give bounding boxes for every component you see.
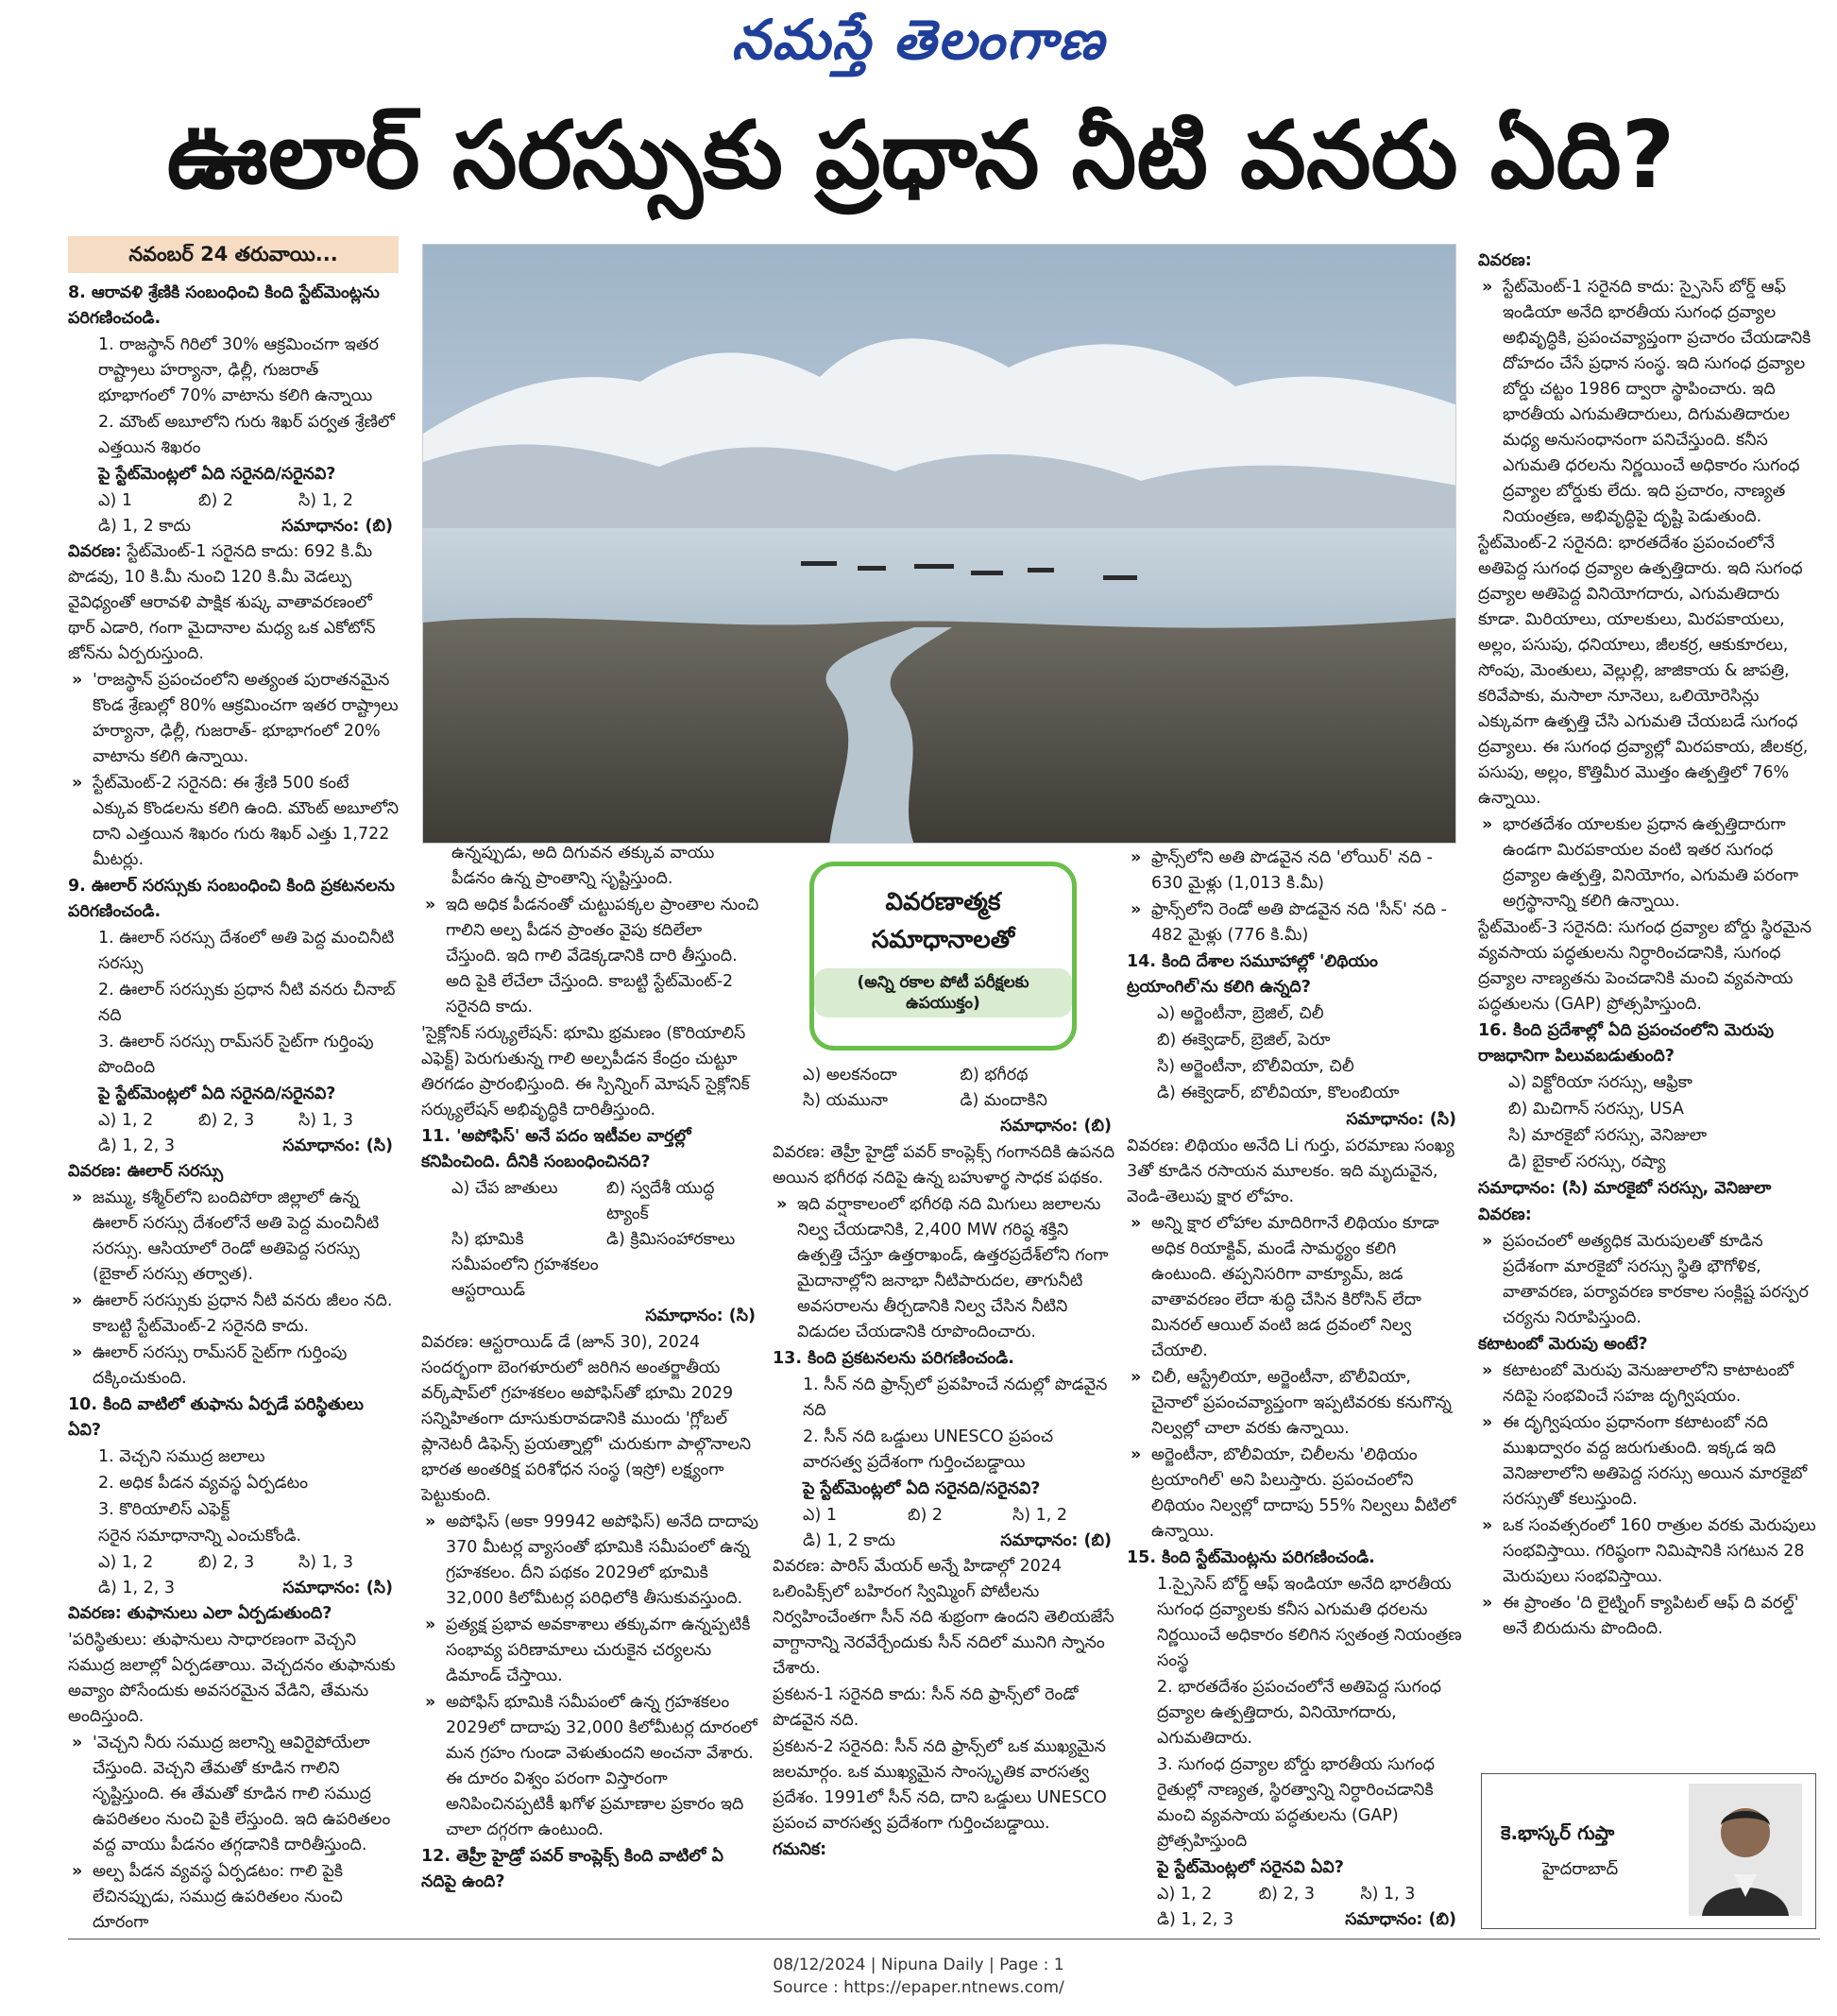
question-ask: పై స్టేట్‌మెంట్లలో ఏది సరైనది/సరైనవి? xyxy=(98,465,336,484)
bullet: » ఒక సంవత్సరంలో 160 రాత్రుల వరకు మెరుపులు సంభవిస్తాయి. గరిష్ఠంగా నిమిషానికి సగటున 28 మెరుపులు సంభవిస్తాయి. xyxy=(1478,1513,1818,1590)
bullet: » ఫ్రాన్స్‌లోని రెండో అతి పొడవైన నది 'సీన్' నది - 482 మైళ్లు (776 కి.మీ) xyxy=(1127,897,1462,948)
author-name: కె.భాస్కర్ గుప్తా xyxy=(1501,1821,1615,1844)
callout-line-1: వివరణాత్మక xyxy=(885,888,1001,916)
bullet: » ప్రత్యక్ష ప్రభావ అవకాశాలు తక్కువగా ఉన్నప్పటికీ సంభావ్య పరిణామాలు చురుకైన చర్యలను డిమాండ్ చేస్తాయి. xyxy=(421,1613,761,1689)
options: సి) భూమికి సమీపంలోని గ్రహశకలం ఆస్టరాయిడ్ డి) క్రిమిసంహారకాలు xyxy=(451,1230,736,1300)
bullet: » కటాటంబో మెరుపు వెనుజులాలోని కాటాటంబో నదిపై సంభవించే సహజ దృగ్విషయం. xyxy=(1478,1358,1818,1409)
question-14: 14. కింది దేశాల సమూహాల్లో 'లిథియం ట్రయాంగిల్'ను కలిగి ఉన్నది? xyxy=(1127,952,1378,997)
column-4 xyxy=(1127,846,1462,1933)
lake-photo xyxy=(422,244,1456,844)
statement: 1. సీన్ నది ఫ్రాన్స్‌లో ప్రవహించే నదుల్లో పొడవైన నది xyxy=(803,1375,1108,1420)
statement: 2. సీన్ నది ఒడ్డులు UNESCO ప్రపంచ వారసత్వ ప్రదేశంగా గుర్తించబడ్డాయి xyxy=(803,1427,1054,1472)
options: ఎ) 1, 2 బి) 2, 3 సి) 1, 3 xyxy=(98,1553,354,1572)
bullet: » 'రాజస్థాన్ ప్రపంచంలోని అత్యంత పురాతనమైన కొండ శ్రేణుల్లో 80% ఆక్రమించగా ఇతర రాష్ట్రాలు హర్యానా, ఢిల్లీ, గుజరాత్- భూభాగంలో 20% వాటాను కలిగి ఉన్నాయి. xyxy=(68,668,399,770)
question-16: 16. కింది ప్రదేశాల్లో ఏది ప్రపంచంలోని మెరుపు రాజధానిగా పిలువబడుతుంది? xyxy=(1478,1021,1775,1066)
bullet: » స్టేట్‌మెంట్-1 సరైనది కాదు: స్పైసెస్ బోర్డ్ ఆఫ్ ఇండియా అనేది భారతీయ సుగంధ ద్రవ్యాల అభివృద్ధికి, ప్రపంచవ్యాప్తంగా ప్రచారం చేయడానికి దోహదం చేసే ప్రధాన సంస్థ. ఇది సుగంధ ద్రవ్యాల బోర్డు చట్టం 1986 ద్వారా స్థాపించారు. ఇది భారతీయ ఎగుమతిదారులు, దిగుమతిదారుల మధ్య అనుసంధానంగా పనిచేస్తుంది. కనీస ఎగుమతి ధరలను నిర్ణయించే అధికారం సుగంధ ద్రవ్యాల బోర్డుకు లేదు. ఇది ప్రచారం, నాణ్యత నియంత్రణ, అభివృద్ధిపై దృష్టి పెడుతుంది. xyxy=(1478,275,1818,530)
paragraph: ఉన్నప్పుడు, అది దిగువన తక్కువ వాయు పీడనం ఉన్న ప్రాంతాన్ని సృష్టిస్తుంది. xyxy=(451,844,715,888)
paragraph: ప్రకటన-1 సరైనది కాదు: సీన్ నది ఫ్రాన్స్‌లో రెండో పొడవైన నది. xyxy=(773,1685,1079,1730)
bullet: » అపోఫిస్ భూమికి సమీపంలో ఉన్న గ్రహశకలం 2029లో దాదాపు 32,000 కిలోమీటర్ల దూరంలో మన గ్రహం గుండా వెళుతుందని అంచనా వేశారు. ఈ దూరం విశ్వం పరంగా విస్తారంగా అనిపించినప్పటికీ ఖగోళ ప్రమాణాల ప్రకారం ఇది చాలా దగ్గరగా ఉంటుంది. xyxy=(421,1690,761,1843)
options: డి) 1, 2, 3 సమాధానం: (సి) xyxy=(98,1579,393,1597)
statement: 2. మౌంట్ అబూలోని గురు శిఖర్ పర్వత శ్రేణిలో ఎత్తయిన శిఖరం xyxy=(98,413,395,457)
bullet: » భారతదేశం యాలకుల ప్రధాన ఉత్పత్తిదారుగా ఉండగా మిరపకాయల వంటి ఇతర సుగంధ ద్రవ్యాల ఉత్పత్తి, వినియోగం, ఎగుమతి పరంగా అగ్రస్థానాన్ని కలిగి ఉన్నాయి. xyxy=(1478,812,1818,914)
statement: 1. ఊలార్ సరస్సు దేశంలో అతి పెద్ద మంచినీటి సరస్సు xyxy=(98,929,395,973)
column-3 xyxy=(773,1063,1117,1864)
explanation: వివరణ: తుఫానులు ఎలా ఏర్పడుతుంది? xyxy=(68,1604,332,1623)
options: ఎ) 1 బి) 2 సి) 1, 2 xyxy=(803,1506,1068,1525)
column-5 xyxy=(1478,248,1818,1643)
footer-line-1: 08/12/2024 | Nipuna Daily | Page : 1 xyxy=(773,1956,1064,1974)
subheading: కటాటంబో మెరుపు అంటే? xyxy=(1478,1335,1648,1354)
statement: 3. సుగంధ ద్రవ్యాల బోర్డు భారతీయ సుగంధ రైతుల్లో నాణ్యత, స్థిరత్వాన్ని నిర్ధారించడానికి మంచి వ్యవసాయ పద్ధతులను (GAP) ప్రోత్సహిస్తుంది xyxy=(1157,1755,1436,1851)
bullet: » ఫ్రాన్స్‌లోని అతి పొడవైన నది 'లోయిర్' నది - 630 మైళ్లు (1,013 కి.మీ) xyxy=(1127,846,1462,897)
bullet: » ఊలార్ సరస్సు రామ్‌సర్ సైట్‌గా గుర్తింపు దక్కించుకుంది. xyxy=(68,1341,399,1392)
footer xyxy=(0,1954,1837,1999)
statement: 2. ఊలార్ సరస్సుకు ప్రధాన నీటి వనరు చీనాబ్ నది xyxy=(98,981,396,1025)
question-15: 15. కింది స్టేట్‌మెంట్లను పరిగణించండి. xyxy=(1127,1548,1375,1567)
explanation: వివరణ: లిథియం అనేది Li గుర్తు, పరమాణు సంఖ్య 3తో కూడిన రసాయన మూలకం. ఇది మృదువైన, వెండి-తెలుపు క్షార లోహం. xyxy=(1127,1136,1454,1206)
explanation: వివరణ: స్టేట్‌మెంట్-1 సరైనది కాదు: 692 కి.మీ పొడవు, 10 కి.మీ నుంచి 120 కి.మీ వెడల్పు వైవిధ్యంతో ఆరావళి పాక్షిక శుష్క వాతావరణంలో థార్ ఎడారి, గంగా మైదానాల మధ్య ఒక ఎకోటోన్ జోన్‌ను ఏర్పరుస్తుంది. xyxy=(68,542,376,663)
options: డి) 1, 2 కాదు సమాధానం: (బి) xyxy=(803,1531,1112,1550)
option: బి) మిచిగాన్ సరస్సు, USA xyxy=(1508,1100,1684,1119)
options: ఎ) అలకనందా బి) భగీరథ xyxy=(803,1066,1029,1085)
question-8: 8. ఆరావళి శ్రేణికి సంబంధించి కింది స్టేట్‌మెంట్లను పరిగణించండి. xyxy=(68,283,380,328)
author-box xyxy=(1481,1773,1816,1929)
options: డి) 1, 2 కాదు సమాధానం: (బి) xyxy=(98,517,393,536)
question-10: 10. కింది వాటిలో తుఫాను ఏర్పడే పరిస్థితులు ఏవి? xyxy=(68,1395,364,1440)
answer: సమాధానం: (బి) xyxy=(1000,1117,1112,1136)
option: సి) మారకైబో సరస్సు, వెనిజులా xyxy=(1508,1126,1708,1145)
answer: సమాధానం: (సి) మారకైబో సరస్సు, వెనిజులా xyxy=(1478,1179,1772,1198)
column-2 xyxy=(421,841,761,1896)
paragraph: స్టేట్‌మెంట్-3 సరైనది: సుగంధ ద్రవ్యాల బోర్డు స్థిరమైన వ్యవసాయ పద్ధతులను నిర్ధారించడానికి, సుగంధ ద్రవ్యాల నాణ్యతను పెంచడానికి మంచి వ్యవసాయ పద్ధతులను (GAP) ప్రోత్సహిస్తుంది. xyxy=(1478,918,1812,1014)
option: ఎ) అర్జెంటీనా, బ్రెజిల్, చిలీ xyxy=(1157,1004,1324,1023)
explanation-label: వివరణ: xyxy=(1478,1205,1532,1224)
question-13: 13. కింది ప్రకటనలను పరిగణించండి. xyxy=(773,1349,1014,1368)
bullet: » 'వెచ్చని నీరు సముద్ర జలాన్ని ఆవిరైపోయేలా చేస్తుంది. వెచ్చని తేమతో కూడిన గాలిని సృష్టిస్తుంది. ఈ తేమతో కూడిన గాలి సముద్ర ఉపరితలం నుంచి పైకి లేస్తుంది. ఇది ఉపరితలం వద్ద వాయు పీడనం తగ్గడానికి దారితీస్తుంది. xyxy=(68,1731,399,1858)
callout-line-2: సమాధానాలతో xyxy=(871,926,1015,954)
answer: సమాధానం: (సి) xyxy=(1346,1110,1456,1129)
bullet: » ఈ ప్రాంతం 'ది లైట్నింగ్ క్యాపిటల్ ఆఫ్ ది వరల్డ్' అనే బిరుదును పొందింది. xyxy=(1478,1591,1818,1642)
callout-line-3: (అన్ని రకాల పోటీ పరీక్షలకు ఉపయుక్తం) xyxy=(814,968,1072,1017)
statement: 3. ఊలార్ సరస్సు రామ్‌సర్ సైట్‌గా గుర్తింపు పొందింది xyxy=(98,1033,374,1077)
statement: 1. వెచ్చని సముద్ర జలాలు xyxy=(98,1447,265,1466)
bullet: » ప్రపంచంలో అత్యధిక మెరుపులతో కూడిన ప్రదేశంగా మారకైబో సరస్సు స్థితి భౌగోళిక, వాతావరణ, పర్యావరణ కారకాల సంక్లిష్ట పరస్పర చర్యను నిరూపిస్తుంది. xyxy=(1478,1229,1818,1331)
masthead: నమస్తే తెలంగాణ xyxy=(731,8,1106,72)
bullet: » ఇది వర్షాకాలంలో భగీరథి నది మిగులు జలాలను నిల్వ చేయడానికి, 2,400 MW గరిష్ఠ శక్తిని ఉత్పత్తి చేస్తూ ఉత్తరాఖండ్, ఉత్తరప్రదేశ్‌లోని గంగా మైదానాల్లోని జనాభా నీటిపారుదల, తాగునీటి అవసరాలను తీర్చడానికి నిల్వ చేసిన నీటిని విడుదల చేయడానికి రూపొందించారు. xyxy=(773,1192,1117,1345)
bullet: » ఇది అధిక పీడనంతో చుట్టుపక్కల ప్రాంతాల నుంచి గాలిని అల్ప పీడన ప్రాంతం వైపు కదిలేలా చేస్తుంది. ఇది గాలి వేడెక్కడానికి దారి తీస్తుంది. అది పైకి లేచేలా చేస్తుంది. కాబట్టి స్టేట్‌మెంట్-2 సరైనది కాదు. xyxy=(421,893,761,1020)
statement: 1. రాజస్థాన్ గిరిలో 30% ఆక్రమించగా ఇతర రాష్ట్రాలు హర్యానా, ఢిల్లీ, గుజరాత్ భూభాగంలో 70% వాటాను కలిగి ఉన్నాయి xyxy=(98,335,379,405)
answer: సమాధానం: (సి) xyxy=(645,1307,756,1325)
paragraph: ప్రకటన-2 సరైనది: సీన్ నది ఫ్రాన్స్‌లో ఒక ముఖ్యమైన జలమార్గం. ఒక ముఖ్యమైన సాంస్కృతిక వారసత్వ ప్రదేశం. 1991లో సీన్ నది, దాని ఒడ్డులు UNESCO ప్రపంచ వారసత్వ ప్రదేశంగా గుర్తించబడ్డాయి. xyxy=(773,1737,1107,1833)
paragraph: 'సైక్లోనిక్ సర్క్యులేషన్: భూమి భ్రమణం (కొరియాలిస్ ఎఫెక్ట్) పెరుగుతున్న గాలి అల్పపీడన కేంద్రం చుట్టూ తిరగడం ప్రారంభిస్తుంది. ఈ స్పిన్నింగ్ మోషన్ సైక్లోనిక్ సర్క్యులేషన్ అభివృద్ధికి దారితీస్తుంది. xyxy=(421,1024,750,1119)
bullet: » చిలీ, ఆస్ట్రేలియా, అర్జెంటీనా, బొలీవియా, చైనాలో ప్రపంచవ్యాప్తంగా ఇప్పటివరకు కనుగొన్న నిల్వల్లో చాలా వరకు ఉన్నాయి. xyxy=(1127,1365,1462,1442)
bullet: » అపోఫిస్ (అకా 99942 అపోఫిస్) అనేది దాదాపు 370 మీటర్ల వ్యాసంతో భూమికి సమీపంలో ఉన్న గ్రహశకలం. దీని పథకం 2029లో భూమికి 32,000 కిలోమీటర్ల పరిధిలోకి తీసుకువస్తుంది. xyxy=(421,1510,761,1612)
options: ఎ) 1, 2 బి) 2, 3 సి) 1, 3 xyxy=(1157,1885,1416,1904)
statement: 3. కొరియాలిస్ ఎఫెక్ట్ xyxy=(98,1500,230,1519)
question-ask: సరైన సమాధానాన్ని ఎంచుకోండి. xyxy=(98,1527,302,1546)
paragraph: 'పరిస్థితులు: తుఫానులు సాధారణంగా వెచ్చని సముద్ర జలాల్లో ఏర్పడతాయి. వెచ్చదనం తుఫానుకు అవ్యాం పోసేందుకు అవసరమైన వేడిని, తేమను అందిస్తుంది. xyxy=(68,1631,396,1726)
explanation: వివరణ: ఊలార్ సరస్సు xyxy=(68,1162,224,1181)
note-label: గమనిక: xyxy=(773,1840,827,1859)
option: బి) ఈక్వెడార్, బ్రెజిల్, పెరూ xyxy=(1157,1031,1331,1050)
question-ask: పై స్టేట్‌మెంట్లలో ఏది సరైనది/సరైనవి? xyxy=(98,1085,336,1103)
question-ask: పై స్టేట్‌మెంట్లలో సరైనవి ఏవి? xyxy=(1157,1858,1344,1877)
question-ask: పై స్టేట్‌మెంట్లలో ఏది సరైనది/సరైనవి? xyxy=(803,1479,1041,1498)
explanation: వివరణ: పారిస్ మేయర్ అన్నే హిడాల్గో 2024 ఒలింపిక్స్‌లో బహిరంగ స్విమ్మింగ్ పోటీలను నిర్వహించేంతగా సీన్ నది శుభ్రంగా ఉందని తెలియజేసే వాగ్దానాన్ని నెరవేర్చేందుకు సీన్ నదిలో మునిగి స్నానం చేశారు. xyxy=(773,1557,1114,1678)
bullet: » ఈ దృగ్విషయం ప్రధానంగా కటాటంబో నది ముఖద్వారం వద్ద జరుగుతుంది. ఇక్కడ ఇది వెనిజులాలోని అతిపెద్ద సరస్సు అయిన మారకైబో సరస్సుతో కలుస్తుంది. xyxy=(1478,1410,1818,1512)
bullet: » జమ్ము, కశ్మీర్‌లోని బందిపోరా జిల్లాలో ఉన్న ఊలార్ సరస్సు దేశంలోనే అతి పెద్ద మంచినీటి సరస్సు. ఆసియాలో రెండో అతిపెద్ద సరస్సు (బైకాల్ సరస్సు తర్వాత). xyxy=(68,1186,399,1288)
column-1 xyxy=(68,236,399,1937)
options: ఎ) 1, 2 బి) 2, 3 సి) 1, 3 xyxy=(98,1111,354,1130)
statement: 2. అధిక పీడన వ్యవస్థ ఏర్పడటం xyxy=(98,1474,309,1493)
option: ఎ) విక్టోరియా సరస్సు, ఆఫ్రికా xyxy=(1508,1073,1692,1092)
bullet: » స్టేట్‌మెంట్-2 సరైనది: ఈ శ్రేణి 500 కంటే ఎక్కువ కొండలను కలిగి ఉంది. మౌంట్ అబూలోని దాని ఎత్తయిన శిఖరం గురు శిఖర్ ఎత్తు 1,722 మీటర్లు. xyxy=(68,771,399,873)
headline: ఊలార్ సరస్సుకు ప్రధాన నీటి వనరు ఏది? xyxy=(166,102,1675,210)
explanation: వివరణ: ఆస్టరాయిడ్ డే (జూన్ 30), 2024 సందర్భంగా బెంగళూరులో జరిగిన అంతర్జాతీయ వర్క్‌షాప్‌లో గ్రహశకలం అపోఫిస్‌తో భూమి 2029 సన్నిహితంగా దూసుకురావడానికి ముందు 'గ్లోబల్ ప్లానెటరీ డిఫెన్స్ ప్రయత్నాల్లో' చురుకుగా పాల్గొనాలని భారత అంతరిక్ష పరిశోధన సంస్థ (ఇస్రో) లక్ష్యంగా పెట్టుకుంది. xyxy=(421,1333,752,1505)
callout-box xyxy=(809,862,1077,1051)
statement: 2. భారతదేశం ప్రపంచంలోనే అతిపెద్ద సుగంధ ద్రవ్యాల ఉత్పత్తిదారు, వినియోగదారు, ఎగుమతిదారు. xyxy=(1157,1678,1442,1748)
bullet: » అల్ప పీడన వ్యవస్థ ఏర్పడటం: గాలి పైకి లేచినప్పుడు, సముద్ర ఉపరితలం నుంచి దూరంగా xyxy=(68,1859,399,1936)
question-11: 11. 'అపోఫిస్' అనే పదం ఇటీవల వార్తల్లో కనిపించింది. దీనికి సంబంధించినది? xyxy=(421,1127,691,1171)
bullet: » అన్ని క్షార లోహాల మాదిరిగానే లిథియం కూడా అధిక రియాక్టివ్, మండే సామర్థ్యం కలిగి ఉంటుంది. తప్పనిసరిగా వాక్యూమ్, జడ వాతావరణం లేదా శుద్ధి చేసిన కిరోసిన్ లేదా మినరల్ ఆయిల్ వంటి జడ ద్రవంలో నిల్వ చేయాలి. xyxy=(1127,1211,1462,1364)
option: డి) ఈక్వెడార్, బొలీవియా, కొలంబియా xyxy=(1157,1084,1400,1102)
explanation-label: వివరణ: xyxy=(1478,251,1532,270)
options: ఎ) చేప జాతులు బి) స్వదేశీ యుద్ధ ట్యాంక్ xyxy=(451,1179,715,1223)
options: ఎ) 1 బి) 2 సి) 1, 2 xyxy=(98,491,354,510)
bullet: » ఊలార్ సరస్సుకు ప్రధాన నీటి వనరు జీలం నది. కాబట్టి స్టేట్‌మెంట్-2 సరైనది కాదు. xyxy=(68,1289,399,1340)
question-9: 9. ఊలార్ సరస్సుకు సంబంధించి కింది ప్రకటనలను పరిగణించండి. xyxy=(68,877,395,921)
option: సి) అర్జెంటీనా, బొలీవియా, చిలీ xyxy=(1157,1057,1354,1076)
explanation: వివరణ: తెహ్రీ హైడ్రో పవర్ కాంప్లెక్స్ గంగానదికి ఉపనది అయిన భగీరథ నదిపై ఉన్న బహుళార్థ సాధక పథకం. xyxy=(773,1143,1115,1187)
options: డి) 1, 2, 3 సమాధానం: (బి) xyxy=(1157,1910,1456,1929)
question-12: 12. తెహ్రీ హైడ్రో పవర్ కాంప్లెక్స్ కింది వాటిలో ఏ నదిపై ఉంది? xyxy=(421,1847,723,1891)
author-place: హైదరాబాద్ xyxy=(1542,1859,1619,1879)
paragraph: స్టేట్‌మెంట్-2 సరైనది: భారతదేశం ప్రపంచంలోనే అతిపెద్ద సుగంధ ద్రవ్యాల ఉత్పత్తిదారు. ఇది సుగంధ ద్రవ్యాల అతిపెద్ద వినియోగదారు, ఎగుమతిదారు కూడా. మిరియాలు, యాలకులు, మిరపకాయలు, అల్లం, పసుపు, ధనియాలు, జీలకర్ర, ఆకుకూరలు, సోంపు, మెంతులు, వెల్లుల్లి, జాజికాయ & జాపత్రి, కరివేపాకు, మసాలా నూనెలు, ఒలియోరెసిన్లు ఎక్కువగా ఉత్పత్తి చేసి ఎగుమతి చేయబడే సుగంధ ద్రవ్యాలు. ఈ సుగంధ ద్రవ్యాల్లో మిరపకాయ, జీలకర్ర, పసుపు, అల్లం, కొత్తిమీర మొత్తం ఉత్పత్తిలో 76% ఉన్నాయి. xyxy=(1478,534,1809,808)
footer-line-2: Source : https://epaper.ntnews.com/ xyxy=(773,1978,1064,1997)
option: డి) బైకాల్ సరస్సు, రష్యా xyxy=(1508,1153,1666,1171)
author-photo xyxy=(1689,1784,1802,1916)
statement: 1.స్పైసెస్ బోర్డ్ ఆఫ్ ఇండియా అనేది భారతీయ సుగంధ ద్రవ్యాలకు కనీస ఎగుమతి ధరలను నిర్ణయించే అధికారం కలిగిన స్వతంత్ర నియంత్రణ సంస్థ xyxy=(1157,1575,1462,1670)
options: సి) యమునా డి) మందాకిని xyxy=(803,1091,1047,1110)
bullet: » అర్జెంటీనా, బొలీవియా, చిలీలను 'లిథియం ట్రయాంగిల్' అని పిలుస్తారు. ప్రపంచంలోని లిథియం నిల్వల్లో దాదాపు 55% నిల్వలు వీటిలో ఉన్నాయి. xyxy=(1127,1443,1462,1545)
continuation-tag: నవంబర్ 24 తరువాయి... xyxy=(68,236,399,273)
options: డి) 1, 2, 3 సమాధానం: (సి) xyxy=(98,1136,393,1155)
